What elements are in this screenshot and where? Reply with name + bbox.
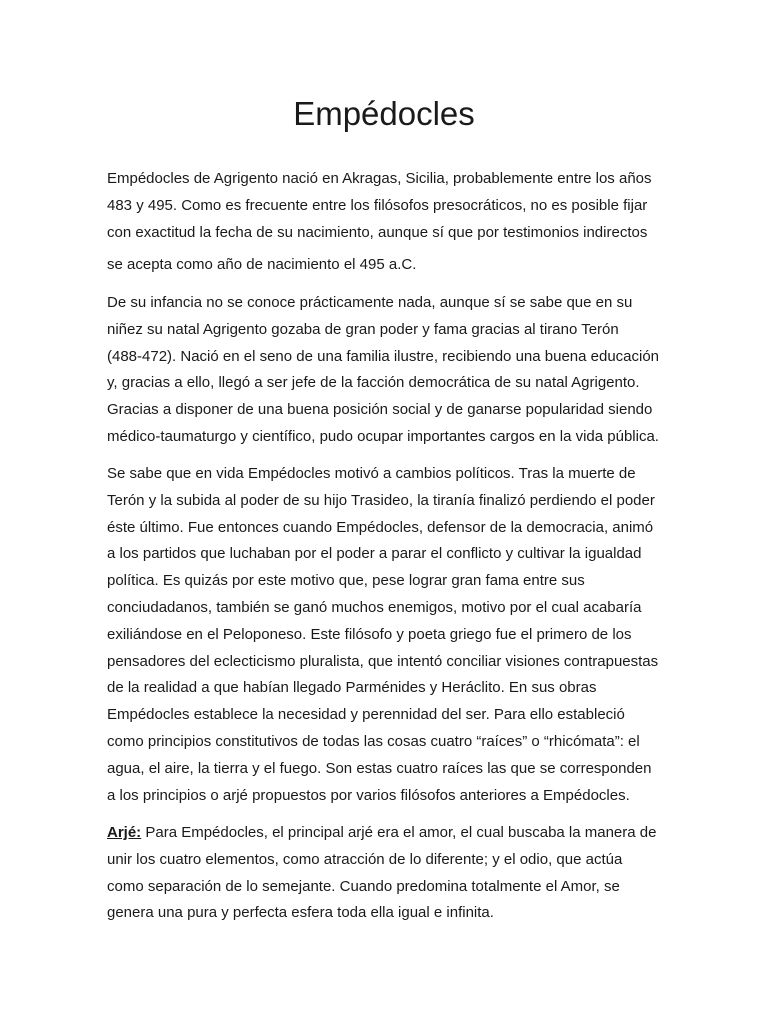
text-line: se acepta como año de nacimiento el 495 a.C.	[107, 256, 417, 274]
text-line: De su infancia no se conoce prácticamente nada, aunque sí se sabe que en su	[107, 294, 633, 311]
text-line: unir los cuatro elementos, como atracción de lo diferente; y el odio, que actúa	[107, 850, 623, 868]
paragraph-arje	[107, 820, 667, 927]
text-line: política. Es quizás por este motivo que, pese lograr gran fama entre sus	[107, 572, 585, 590]
text-line: niñez su natal Agrigento gozaba de gran poder y fama gracias al tirano Terón	[107, 320, 619, 338]
text-line: 483 y 495. Como es frecuente entre los filósofos presocráticos, no es posible fijar	[107, 196, 648, 214]
text-line	[107, 820, 667, 847]
text-line: a los principios o arjé propuestos por varios filósofos anteriores a Empédocles.	[107, 786, 630, 804]
paragraph-childhood	[107, 290, 667, 451]
paragraph-politics	[107, 461, 667, 809]
text-line: agua, el aire, la tierra y el fuego. Son estas cuatro raíces las que se corresponden	[107, 759, 652, 777]
text-line: Empédocles de Agrigento nació en Akragas, Sicilia, probablemente entre los años	[107, 170, 652, 187]
text-line: exiliándose en el Peloponeso. Este filósofo y poeta griego fue el primero de los	[107, 625, 632, 643]
text-line: Empédocles establece la necesidad y perennidad del ser. Para ello estableció	[107, 706, 625, 724]
text-line: éste último. Fue entonces cuando Empédocles, defensor de la democracia, animó	[107, 518, 654, 536]
text-line: Se sabe que en vida Empédocles motivó a cambios políticos. Tras la muerte de	[107, 465, 636, 482]
text-line: Terón y la subida al poder de su hijo Trasideo, la tiranía finalizó perdiendo el poder	[107, 491, 655, 509]
text-line: Gracias a disponer de una buena posición social y de ganarse popularidad siendo	[107, 401, 653, 419]
text-line: genera una pura y perfecta esfera toda ella igual e infinita.	[107, 904, 494, 922]
arje-first-line: Para Empédocles, el principal arjé era el amor, el cual buscaba la manera de	[141, 824, 657, 841]
text-line: como separación de lo semejante. Cuando predomina totalmente el Amor, se	[107, 877, 620, 895]
text-line: a los partidos que luchaban por el poder a parar el conflicto y cultivar la igualdad	[107, 545, 642, 563]
page-title: Empédocles	[293, 95, 475, 132]
text-line: pensadores del eclecticismo pluralista, que intentó conciliar visiones contrapuestas	[107, 652, 659, 670]
text-line: y, gracias a ello, llegó a ser jefe de la facción democrática de su natal Agrigento.	[107, 374, 640, 392]
paragraph-birth	[107, 166, 667, 279]
text-line: conciudadanos, también se ganó muchos enemigos, motivo por el cual acabaría	[107, 598, 642, 616]
text-line: con exactitud la fecha de su nacimiento, aunque sí que por testimonios indirectos	[107, 223, 648, 241]
text-line: de la realidad a que habían llegado Parménides y Heráclito. En sus obras	[107, 679, 597, 697]
text-line: como principios constitutivos de todas las cosas cuatro “raíces” o “rhicómata”: el	[107, 732, 640, 750]
text-line: (488-472). Nació en el seno de una familia ilustre, recibiendo una buena educación	[107, 347, 660, 365]
arje-label: Arjé:	[107, 824, 142, 841]
text-line: médico-taumaturgo y científico, pudo ocupar importantes cargos en la vida pública.	[107, 427, 659, 445]
